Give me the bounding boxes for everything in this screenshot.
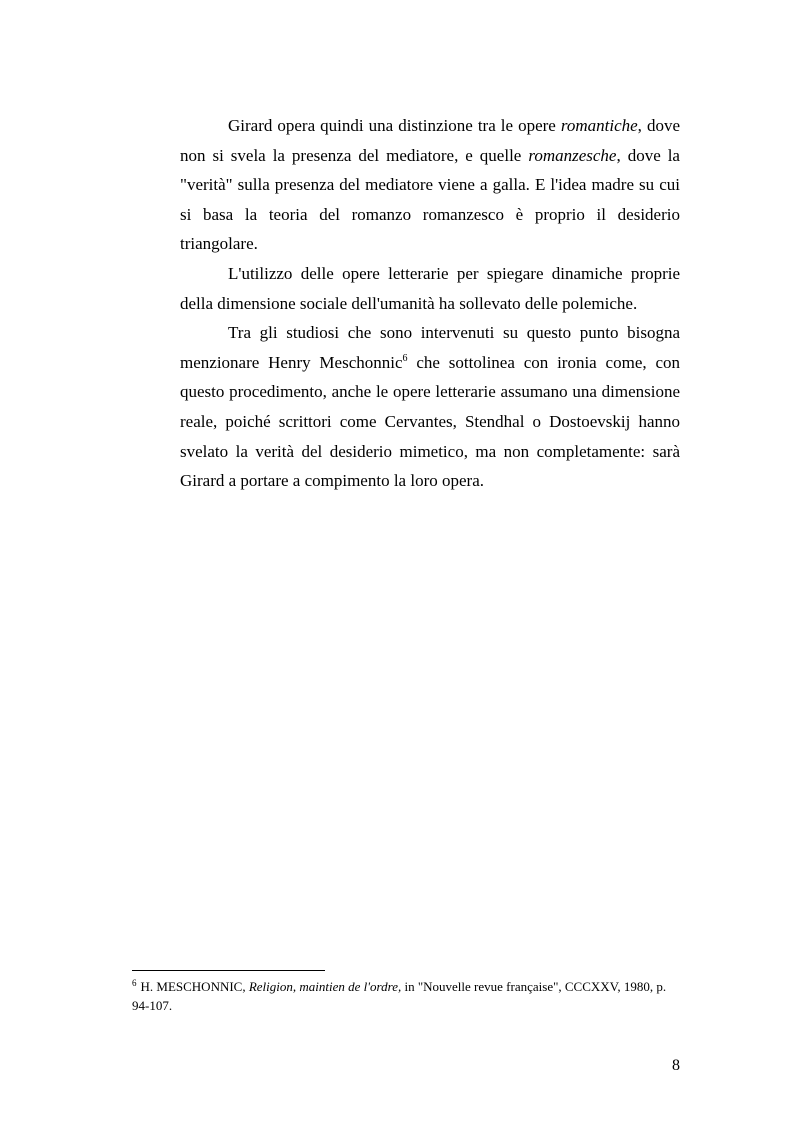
footnote-reference[interactable]: 6 [402,352,408,364]
footnote-number: 6 [132,978,137,988]
p1-italic-romantiche: romantiche [560,116,638,135]
p1-text-3: , dove la "verità" sulla presenza del mediatore viene a galla. E l'idea madre su cui si basa la teoria del romanzo romanzesco è proprio il desiderio triangolare. [180,145,680,254]
footnote-separator [132,970,325,971]
main-text [180,111,680,496]
p1-italic-romanzesche: romanzesche [528,145,617,165]
footnote-author: H. MESCHONNIC, [140,979,249,994]
footnote-citation: in "Nouvelle revue française", CCCXXV, 1980, p. 94-107. [132,979,667,1013]
paragraph-1 [180,111,680,259]
paragraph-2: L'utilizzo delle opere letterarie per spiegare dinamiche proprie della dimensione sociale dell'umanità ha sollevato delle polemiche. [180,263,680,313]
p1-text-1: Girard opera quindi una distinzione tra le opere [228,116,561,135]
p3-text-2: che sottolinea con ironia come, con questo procedimento, anche le opere letterarie assumano una dimensione reale, poiché scrittori come Cervantes, Stendhal o Dostoevskij hanno svelato la verità del desiderio mimetico, ma non completamente: sarà Girard a portare a compimento la loro opera. [180,352,680,491]
p3-text-1: Tra gli studiosi che sono intervenuti su questo punto bisogna menzionare Henry Meschonnic [180,323,680,372]
p1-text-2: , dove non si svela la presenza del mediatore, e quelle [180,116,680,165]
footnote-title: Religion, maintien de l'ordre, [248,979,402,994]
footnote [132,977,680,1015]
page-number: 8 [672,1057,680,1074]
paragraph-3 [180,318,680,496]
